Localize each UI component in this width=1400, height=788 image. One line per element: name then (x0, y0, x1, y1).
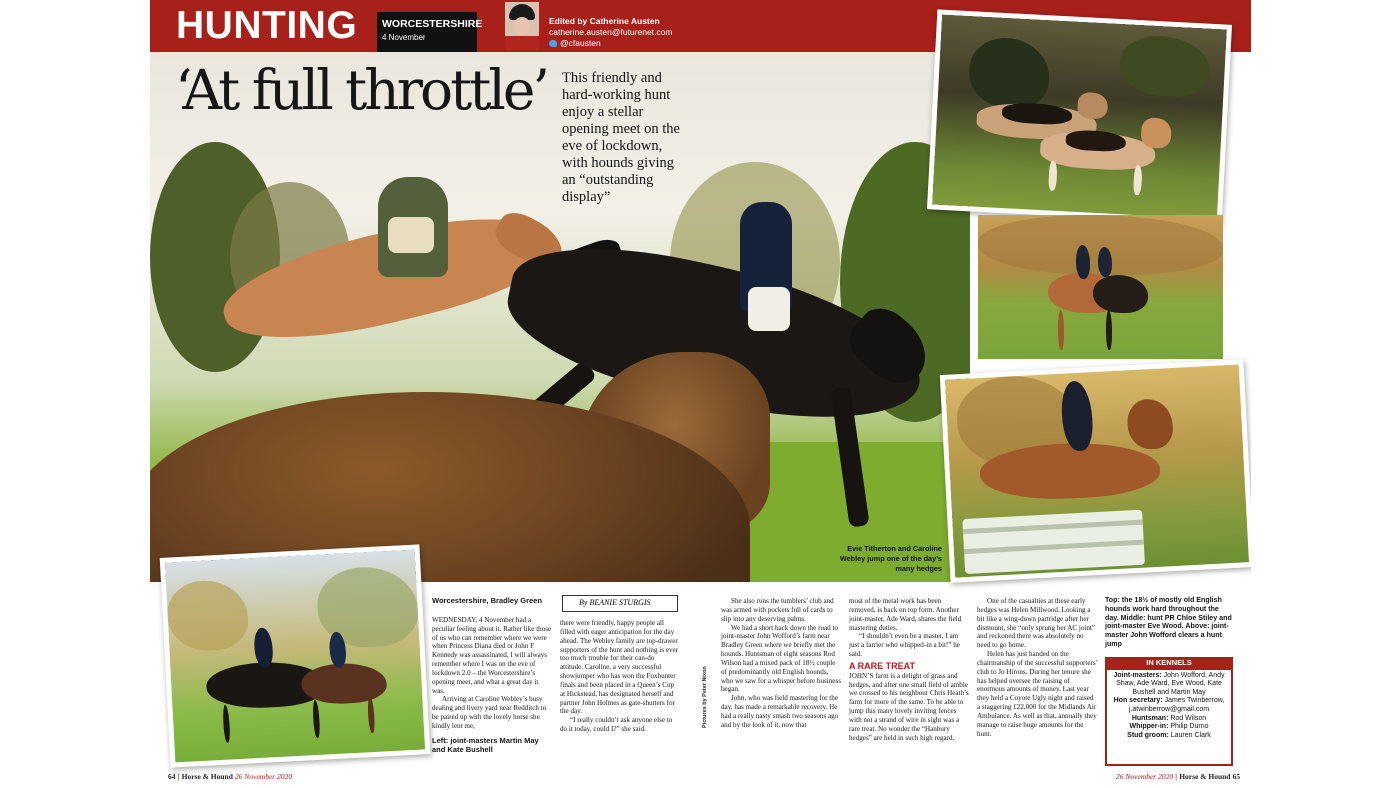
right-photos-caption: Top: the 18½ of mostly old English hounds work hard throughout the day. Middle: hunt PR Chloe Stiley and joint-master Eve Wood. Above: joint-master John Wofford clears a hunt jump (1105, 596, 1232, 648)
photo-joint-masters (165, 550, 425, 763)
article-column-5 (977, 597, 1098, 739)
left-folio: 64 | Horse & Hound 26 November 2020 (168, 772, 293, 781)
photo-hunt-jump (945, 364, 1249, 577)
twitter-icon (549, 40, 557, 47)
paragraph: “I really couldn’t ask anyone else to do it today, could I?” she said. (560, 716, 673, 734)
kennels-entry: Hon secretary: James Twinberrow, j.atwinberrow@gmail.com (1113, 697, 1225, 713)
magazine-name: Horse & Hound (181, 772, 233, 781)
article-column-2 (560, 619, 678, 734)
byline-box (562, 595, 678, 612)
editor-info (549, 16, 672, 49)
paragraph: She also runs the tumblers’ club and was armed with pockets full of cards to slip into any deserving palms. (721, 597, 834, 623)
paragraph: We had a short hack down the road to joint-master John Wofford’s farm near Bradley Green where we briefly met the hounds. Huntsman of eight seasons Rod Wilson had a mixed pack of 18½ couple of predominantly old English hounds, who we saw for a whisper before business began. (721, 623, 841, 694)
paragraph: JOHN’S farm is a delight of grass and hedges, and after one small field of amble we crossed to his neighbour Chris Heath’s farm for more of the same. To be able to jump this many lovely inviting fences with not a strand of wire in sight was a rare treat. No wonder the “Hanbury hedges” are held in such high regard. (849, 671, 969, 742)
magazine-spread (150, 0, 1251, 788)
editor-email: catherine.austen@futurenet.com (549, 27, 673, 37)
paragraph: One of the casualties at these early hedges was Helen Millwood. Looking a bit like a wing-down partridge after her dismount, she “only sprung her AC joint” and reckoned there was absolutely no need to go home. (977, 597, 1096, 650)
kennels-entry: Huntsman: Rod Wilson (1131, 714, 1207, 722)
hunt-name: WORCESTERSHIRE (382, 18, 483, 30)
photo-riders-field (978, 215, 1223, 359)
dateline: Worcestershire, Bradley Green (432, 596, 542, 605)
subhead: A RARE TREAT (849, 660, 915, 671)
photo-hounds (932, 15, 1227, 220)
paragraph: WEDNESDAY, 4 November had a peculiar feeling about it. Rather like those of us who can remember where we were when Princess Diana died or John F Kennedy was assassinated, I will always remember where I was on the eve of lockdown 2.0 – the Worcestershire’s opening meet, and what a great day it was. (432, 615, 552, 695)
magazine-name: Horse & Hound (1179, 772, 1231, 781)
paragraph: John, who was field mastering for the day, has made a remarkable recovery. He had a really nasty smash two seasons ago and by the look of it, now that (721, 694, 839, 729)
right-folio: 26 November 2020 | Horse & Hound 65 (1116, 772, 1241, 781)
headline: ‘At full throttle’ (175, 58, 547, 122)
meet-date: 4 November (382, 33, 426, 42)
paragraph: there were friendly, happy people all filled with eager anticipation for the day ahead. The Webley family are top-drawer supporters of the hunt and nothing is ever too much trouble for their can-do attitude. Caroline, a very successful showjumper who has won the Foxhunter finals and been placed in a Queen’s Cup at Hickstead, has designated herself and partner John Holmes as gate-shutters for the day. (560, 619, 679, 716)
hunt-tag (377, 12, 483, 53)
in-kennels-box (1105, 657, 1233, 766)
main-photo-hedge-jump (150, 52, 970, 582)
article-column-1 (432, 597, 552, 755)
kennels-entry: Whipper-in: Philip Durno (1129, 723, 1209, 731)
paragraph: most of the metal work has been removed, is back on top form. Another joint-master, Ade Ward, shares the field mastering duties. (849, 597, 962, 632)
editor-twitter: @cfausten (560, 38, 601, 48)
article-column-3 (721, 597, 841, 730)
issue-date: 26 November 2020 (235, 772, 293, 781)
editor-name: Edited by Catherine Austen (549, 16, 660, 26)
paragraph: “I shouldn’t even be a master, I am just a farrier who whipped-in a bit!” he said. (849, 632, 960, 659)
in-kennels-title: IN KENNELS (1106, 658, 1232, 670)
paragraph: Helen has just handed on the chairmanship of the successful supporters’ club to Jo Hirons. During her tenure she has helped oversee the raising of enormous amounts of money. Last year they held a Coyote Ugly night and raised a staggering £22,000 for the Midlands Air Ambulance. As well as that, annually they manage to raise huge amounts for the hunt. (977, 650, 1098, 738)
standfirst: This friendly and hard-working hunt enjoy a stellar opening meet on the eve of lockdown, with hounds giving an “outstanding display” (562, 70, 680, 205)
kennels-entry: Joint-masters: John Wofford, Andy Shaw, Ade Ward, Eve Wood, Kate Bushell and Martin May (1113, 671, 1225, 696)
paragraph: Arriving at Caroline Webley’s busy dealing and livery yard near Redditch to be paired up with the lovely horse she kindly lent me, (432, 695, 547, 730)
page-number-left: 64 (168, 772, 176, 781)
editor-avatar (505, 2, 539, 50)
byline: By BEANIE STURGIS (579, 598, 651, 607)
issue-date: 26 November 2020 (1116, 772, 1174, 781)
page-number-right: 65 (1232, 772, 1241, 781)
kennels-entry: Stud groom: Lauren Clark (1127, 731, 1211, 739)
section-title: HUNTING (176, 4, 358, 47)
photo-credit: Pictures by Peter Nixon (702, 666, 708, 728)
article-column-4 (849, 597, 969, 743)
main-photo-caption: Evie Titherton and Caroline Webley jump one of the day’s many hedges (839, 544, 942, 573)
left-photo-caption: Left: joint-masters Martin May and Kate Bushell (432, 735, 539, 754)
